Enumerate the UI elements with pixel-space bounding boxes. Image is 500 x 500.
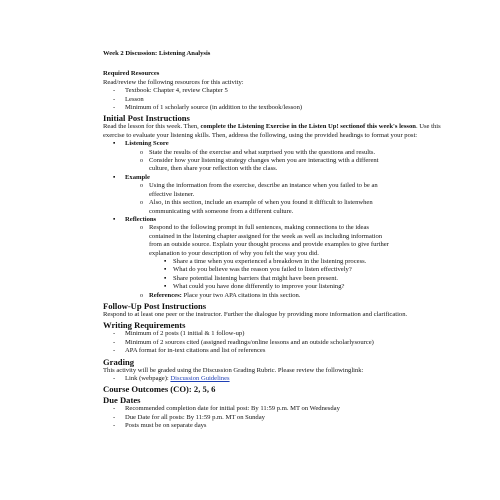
discussion-guidelines-link[interactable]: Discussion Guidelines [170,375,230,382]
list-item: o Respond to the following prompt in full sentences, making connections to the ideas contained in the listening chapter assigned for the week as well as including information from an outside source. Explain your thought process and provide examples to give further explanation to your description of why you felt the way you did. [103,224,463,258]
required-resources-list [103,87,463,112]
list-item: ▪ Share a time when you experienced a breakdown in the listening process. [103,258,463,266]
due-dates-list [103,405,463,430]
intro-text: Read the lesson for this week. Then, [103,123,201,131]
section-heading-required-resources: Required Resources [103,70,160,78]
section-heading-due-dates: Due Dates [103,395,141,406]
list-item: - Minimum of 2 posts (1 initial & 1 follow-up) [103,330,463,338]
list-item: - Lesson [103,96,463,104]
list-item [103,375,463,383]
page-title: Week 2 Discussion: Listening Analysis [103,50,211,57]
listening-score-label: ▪ Listening Score [103,140,463,148]
link-prefix: Link (webpage): [125,375,171,382]
initial-post-list [103,140,463,300]
writing-list [103,330,463,355]
follow-up-text: Respond to at least one peer or the instructor. Further the dialogue by providing more information and clarification. [103,310,408,318]
list-item: - Recommended completion date for initial post: By 11:59 p.m. MT on Wednesday [103,405,463,413]
list-item: - Posts must be on separate days [103,422,463,430]
list-item: o Consider how your listening strategy changes when you are interacting with a different culture, then share your reflection with the class. [103,157,463,174]
list-item: - Textbook: Chapter 4, review Chapter 5 [103,87,463,95]
intro-bold-text: complete the Listening Exercise in the Listen Up! sectionof this week's lesson [200,123,416,131]
list-item: o Using the information from the exercise, describe an instance when you failed to be an effective listener. [103,182,463,199]
document [103,50,463,431]
list-item: - Due Date for all posts: By 11:59 p.m. MT on Sunday [103,414,463,422]
grading-text: This activity will be graded using the Discussion Grading Rubric. Please review the followinglink: [103,366,364,374]
list-item: - Minimum of 1 scholarly source (in addition to the textbook/lesson) [103,104,463,112]
references-text: Place your two APA citations in this section. [181,291,301,299]
list-item: o Also, in this section, include an example of when you found it difficult to listenwhen communicating with someone from a different culture. [103,199,463,216]
section-heading-outcomes: Course Outcomes (CO): 2, 5, 6 [103,384,216,395]
section-heading-follow-up: Follow-Up Post Instructions [103,300,207,311]
initial-post-intro [103,123,463,140]
required-resources-intro: Read/review the following resources for this activity: [103,78,244,86]
list-item: - Minimum of 2 sources cited (assigned readings/online lessons and an outside scholarlysource) [103,339,463,347]
list-item: ▪ What do you believe was the reason you failed to listen effectively? [103,266,463,274]
intro-text-end: . Use this exercise to evaluate your listening skills. Then, address the following, using the provided headings to format your post: [103,123,441,139]
section-heading-initial-post: Initial Post Instructions [103,113,190,124]
section-heading-grading: Grading [103,356,135,367]
list-item: - APA format for in-text citations and list of references [103,347,463,355]
grading-list [103,375,463,383]
reflections-label: ▪ Reflections [103,216,463,224]
references-label: References: [149,291,182,299]
references-item [103,292,463,300]
list-item: o State the results of the exercise and what surprised you with the questions and results. [103,149,463,157]
example-label: ▪ Example [103,174,463,182]
section-heading-writing: Writing Requirements [103,320,186,331]
list-item: ▪ What could you have done differently to improve your listening? [103,283,463,291]
list-item: ▪ Share potential listening barriers that might have been present. [103,275,463,283]
